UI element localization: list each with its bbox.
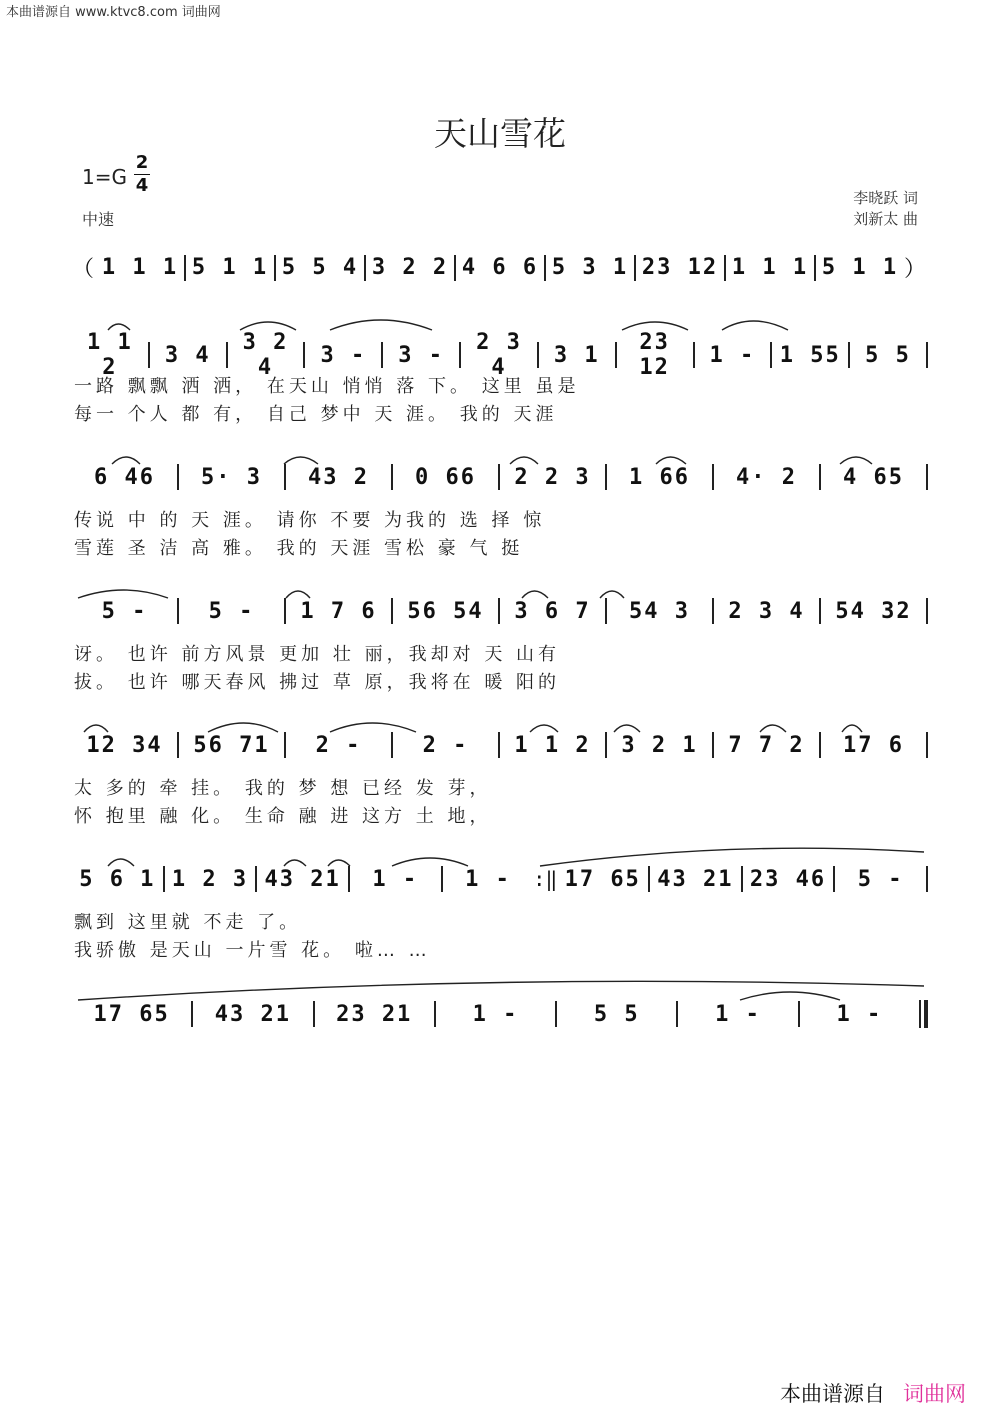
- lyric-verse-1: 传说 中 的 天 涯。 请你 不要 为我的 选 择 惊: [74, 510, 546, 531]
- measure: 23 12: [641, 255, 719, 280]
- footer-watermark: [780, 1378, 966, 1408]
- measure: 54 32: [835, 598, 912, 624]
- measure: 1 1 2: [514, 732, 591, 758]
- measure: 17 65: [93, 1001, 170, 1027]
- measure: 5 1 1: [821, 255, 899, 280]
- intro-close-paren: ）: [904, 257, 929, 282]
- measure: 2 3 4: [728, 598, 805, 624]
- lyric-verse-2: 我骄傲 是天山 一片雪 花。 啦… …: [74, 940, 431, 961]
- score-row-coda: [72, 1000, 928, 1028]
- lyric-verse-1: 太 多的 牵 挂。 我的 梦 想 已经 发 芽，: [74, 778, 492, 799]
- measure: 2 -: [315, 732, 362, 758]
- source-header: 本曲谱源自 www.ktvc8.com 词曲网: [6, 5, 221, 20]
- measure: 5 1 1: [191, 255, 269, 280]
- measure: 1 7 6: [300, 598, 377, 624]
- measure: 43 21: [214, 1001, 292, 1027]
- score-row-intro: [72, 252, 928, 283]
- measure: 5 3 1: [551, 255, 629, 280]
- measure: 23 46: [749, 866, 827, 892]
- song-title: 天山雪花: [434, 114, 566, 153]
- measure: 1 -: [836, 1001, 883, 1027]
- lyric-verse-2: 拔。 也许 哪天春风 拂过 草 原，我将在 暖 阳的: [74, 672, 561, 693]
- footer-brand: 本曲谱源自: [780, 1382, 885, 1406]
- repeat-sign: :‖: [533, 867, 558, 891]
- measure: 12 34: [86, 732, 163, 758]
- measure: 56 71: [193, 732, 270, 758]
- measure: 2 3 4: [476, 330, 522, 380]
- measure: 5 -: [101, 598, 148, 624]
- measure: 7 7 2: [728, 732, 805, 758]
- measure: 5 6 1: [79, 866, 156, 892]
- lyric-verse-1: 一路 飘飘 洒 洒， 在天山 悄悄 落 下。 这里 虽是: [74, 376, 580, 397]
- measure: 3 2 2: [371, 255, 449, 280]
- lyric-verse-1: 讶。 也许 前方风景 更加 壮 丽，我却对 天 山有: [74, 644, 561, 665]
- score-row: [72, 866, 928, 892]
- measure: 3 4: [164, 342, 211, 368]
- measure: 5 -: [208, 598, 255, 624]
- footer-site[interactable]: 词曲网: [903, 1382, 966, 1406]
- measure: 1 66: [629, 464, 690, 490]
- measure: 17 6: [843, 732, 904, 758]
- measure: 1 -: [472, 1001, 519, 1027]
- measure: 1 1 1: [101, 255, 179, 280]
- measure: 43 21: [264, 866, 341, 892]
- measure: 1 2 3: [171, 866, 249, 892]
- time-signature-top: 2: [135, 152, 149, 173]
- score-row: [72, 464, 928, 490]
- measure: 0 66: [415, 464, 476, 490]
- score-row: [72, 598, 928, 624]
- measure: 4 6 6: [461, 255, 539, 280]
- measure: 1 55: [779, 342, 841, 368]
- measure: 2 -: [422, 732, 469, 758]
- measure: 5 5: [865, 342, 911, 368]
- measure: 4· 2: [736, 464, 797, 490]
- measure: 1 -: [372, 866, 419, 892]
- lyric-verse-2: 怀 抱里 融 化。 生命 融 进 这方 土 地，: [74, 806, 492, 827]
- measure: 2 2 3: [514, 464, 591, 490]
- measure: 6 46: [94, 464, 155, 490]
- intro-open-paren: （: [72, 257, 97, 282]
- measure: 1 -: [715, 1001, 761, 1027]
- lyric-verse-2: 每一 个人 都 有， 自己 梦中 天 涯。 我的 天涯: [74, 404, 558, 425]
- time-signature: [133, 153, 151, 196]
- measure: 43 21: [657, 866, 734, 892]
- measure: 3 6 7: [514, 598, 591, 624]
- lyricist-credit: 李晓跃 词: [853, 189, 918, 207]
- measure: 23 21: [336, 1001, 413, 1027]
- final-barline: [919, 1000, 928, 1028]
- key-signature: 1=G: [82, 165, 127, 189]
- measure: 1 1 2: [87, 330, 133, 380]
- measure: 5 -: [857, 866, 904, 892]
- measure: 17 65: [564, 866, 641, 892]
- score-row: [72, 732, 928, 758]
- measure: 56 54: [407, 598, 484, 624]
- time-signature-bottom: 4: [135, 175, 149, 196]
- measure: 23 12: [639, 330, 670, 380]
- measure: 1 1 1: [731, 255, 809, 280]
- measure: 3 2 4: [242, 330, 289, 380]
- measure: 54 3: [629, 598, 690, 624]
- measure: 3 -: [398, 342, 445, 368]
- measure: 3 1: [553, 342, 600, 368]
- lyric-verse-2: 雪莲 圣 洁 高 雅。 我的 天涯 雪松 豪 气 挺: [74, 538, 524, 559]
- measure: 3 2 1: [621, 732, 698, 758]
- measure: 4 65: [843, 464, 904, 490]
- composer-credit: 刘新太 曲: [853, 210, 918, 228]
- measure: 3 -: [320, 342, 367, 368]
- measure: 5· 3: [201, 464, 262, 490]
- measure: 5 5 4: [281, 255, 359, 280]
- tempo-marking: 中速: [82, 210, 115, 229]
- measure: 1 -: [465, 866, 511, 892]
- lyric-verse-1: 飘到 这里就 不走 了。: [74, 912, 302, 933]
- measure: 5 5: [593, 1001, 640, 1027]
- measure: 43 2: [308, 464, 369, 490]
- measure: 1 -: [709, 342, 756, 368]
